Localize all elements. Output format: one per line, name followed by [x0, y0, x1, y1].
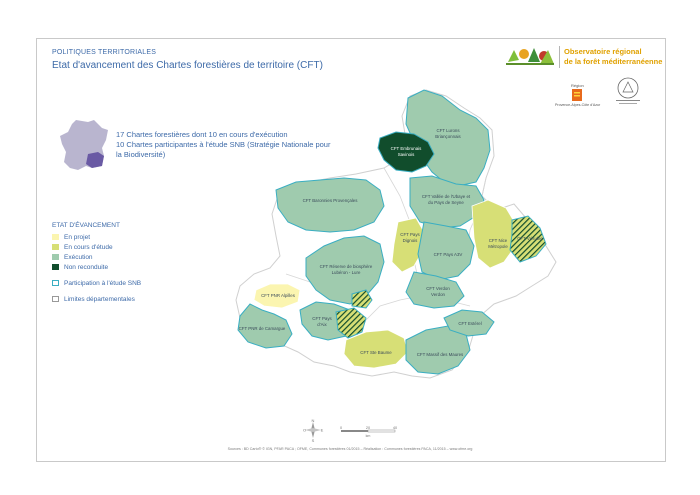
- label-dignois-line1: CFT Pays: [400, 232, 420, 237]
- label-baronnies: CFT Baronnies Provençales: [302, 198, 358, 203]
- label-a3v: CFT Pays A3V: [433, 252, 463, 257]
- label-lurons-line1: CFT Lurons: [436, 128, 460, 133]
- label-luberon-line1: CFT Réserve de biosphère: [319, 264, 373, 269]
- summary-line-2: 10 Chartes participantes à l'étude SNB (Stratégie Nationale pour la Biodiversité): [116, 140, 331, 159]
- page-kicker: POLITIQUES TERRITORIALES: [52, 49, 157, 56]
- region-name: Provence-Alpes-Côte d'Azur: [555, 103, 601, 107]
- label-dignois-line2: Dignois: [402, 238, 418, 243]
- legend-label: En cours d'étude: [64, 243, 113, 251]
- compass-o: O: [302, 427, 307, 433]
- label-aix-line2: d'Aix: [317, 322, 327, 327]
- observatoire-name-line1: Observatoire régional: [564, 47, 642, 56]
- legend-label: Exécution: [64, 253, 93, 261]
- scale-tick-0: 0: [339, 426, 343, 430]
- label-camargue: CFT PNR de Camargue: [238, 326, 286, 331]
- compass-e: E: [320, 427, 324, 433]
- label-verdon-line2: Verdon: [431, 292, 445, 297]
- region-baronnies: [276, 178, 384, 232]
- legend-label: Participation à l'étude SNB: [64, 279, 142, 287]
- label-luberon-line2: Lubéron - Lure: [331, 270, 361, 275]
- label-verdon-line1: CFT Verdon: [426, 286, 450, 291]
- label-maures: CFT Massif des Maures: [416, 352, 464, 357]
- label-vesubie: CFT Vésubie: [517, 236, 543, 241]
- compass-rose: [303, 418, 323, 442]
- region-word: Région: [571, 83, 584, 88]
- legend-label: Non reconduite: [64, 263, 109, 271]
- scale-unit: km: [365, 434, 371, 438]
- observatoire-name-line2: de la forêt méditerranéenne: [564, 57, 663, 66]
- label-ste-baume: CFT Ste Baume: [360, 350, 392, 355]
- scale-tick-20: 20: [365, 426, 371, 430]
- label-nice-line2: Métropole: [488, 244, 508, 249]
- label-aix-line1: CFT Pays: [312, 316, 332, 321]
- label-esterel: CFT Estérel: [458, 321, 482, 326]
- scale-bar: [339, 425, 399, 439]
- legend-label: En projet: [64, 233, 91, 241]
- scale-tick-40: 40: [392, 426, 398, 430]
- label-lurons-line2: Briançonnais: [435, 134, 461, 139]
- summary-line-1: 17 Chartes forestières dont 10 en cours d'exécution: [116, 130, 288, 139]
- compass-s: S: [311, 438, 315, 443]
- label-nice-line1: CFT Nice: [488, 238, 508, 243]
- label-ubaye-line2: du Pays de Seyne: [428, 200, 464, 205]
- region-a3v: [418, 222, 474, 280]
- legend-label: Limites départementales: [64, 295, 135, 303]
- region-nice: [472, 200, 518, 268]
- source-credits: Sources : BD Carto® © IGN, PFAR PACA ; OFME, Communes forestières 01/2015 – Réalisation : Communes forestières PACA, 11/2015 – www.ofme.org: [227, 447, 473, 451]
- legend-title: ETAT D'ÉVANCEMENT: [52, 222, 120, 229]
- label-embrunais-line1: CFT Embrunais: [390, 146, 422, 151]
- label-alpilles: CFT PNR Alpilles: [261, 293, 295, 298]
- label-ubaye-line1: CFT Vallée de l'Ubaye et: [421, 194, 471, 199]
- compass-n: N: [311, 418, 315, 423]
- label-embrunais-line2: Savinois: [397, 152, 415, 157]
- page-title: Etat d'avancement des Chartes forestières de territoire (CFT): [52, 60, 323, 71]
